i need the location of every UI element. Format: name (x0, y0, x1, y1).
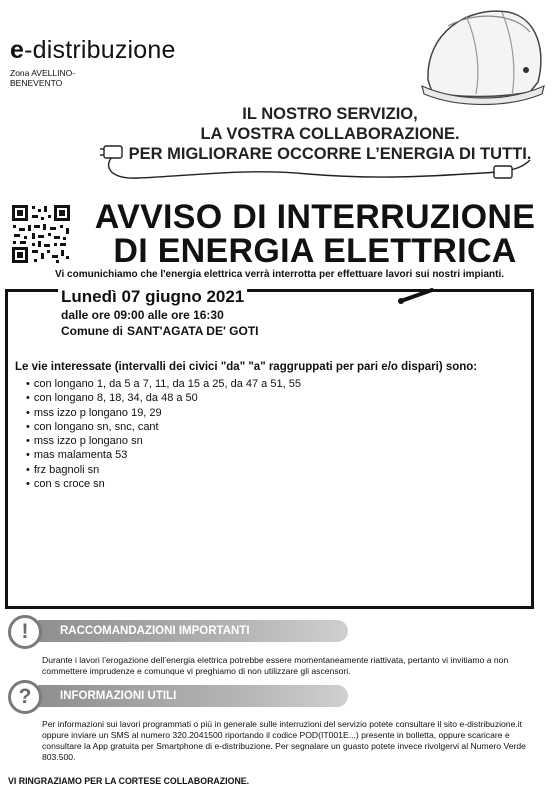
switch-lever-icon (398, 285, 438, 305)
logo: e-distribuzione (10, 36, 176, 64)
interruption-hours: dalle ore 09:00 alle ore 16:30 (61, 308, 224, 322)
notice-title (80, 200, 550, 268)
comune-label: Comune di (61, 324, 123, 338)
list-item: • frz bagnoli sn (26, 463, 301, 477)
streets-list (26, 377, 301, 491)
list-item: • con longano 1, da 5 a 7, 11, da 15 a 25, da 47 a 51, 55 (26, 377, 301, 391)
comune-line (61, 324, 258, 338)
comune-name: SANT'AGATA DE' GOTI (127, 324, 259, 338)
exclamation-icon: ! (8, 615, 42, 649)
zona-label: Zona AVELLINO-BENEVENTO (10, 68, 76, 88)
list-item: • mss izzo p longano 19, 29 (26, 406, 301, 420)
cable-plug-icon (98, 130, 538, 190)
list-item: • mss izzo p longano sn (26, 434, 301, 448)
thanks-footer: VI RINGRAZIAMO PER LA CORTESE COLLABORAZIONE. (8, 776, 250, 786)
list-item: • con longano 8, 18, 34, da 48 a 50 (26, 391, 301, 405)
qr-code (10, 203, 72, 265)
slogan-line-1: IL NOSTRO SERVIZIO, (242, 105, 418, 123)
title-line-2: DI ENERGIA ELETTRICA (113, 232, 517, 270)
question-icon: ? (8, 680, 42, 714)
interruption-date: Lunedì 07 giugno 2021 (58, 287, 247, 307)
list-item: • con longano sn, snc, cant (26, 420, 301, 434)
notice-subtitle: Vi comunichiamo che l'energia elettrica verrà interrotta per effettuare lavori sui nostri impianti. (55, 269, 504, 280)
slogan-line-3: PER MIGLIORARE OCCORRE L’ENERGIA DI TUTTI. (128, 145, 532, 163)
info-text: Per informazioni sui lavori programmati o più in generale sulle interruzioni del servizio potete consultare il sito e-distribuzione.it oppure inviare un SMS al numero 320.2041500 riportando il codice POD(IT001E...) presente in bolletta, oppure scaricare e consultare la App gratuita per Smartphone di e-distribuzione. Per segnalare un guasto potete invece rivolgervi al Numero Verde 803.500. (42, 719, 526, 762)
helmet-illustration (418, 2, 548, 112)
recommendations-banner: RACCOMANDAZIONI IMPORTANTI (38, 620, 348, 642)
slogan-line-2: LA VOSTRA COLLABORAZIONE. (200, 125, 460, 143)
list-item: • con s croce sn (26, 477, 301, 491)
recommendations-text: Durante i lavori l’erogazione dell’energia elettrica potrebbe essere momentaneamente riattivata, pertanto vi invitiamo a non commettere imprudenze e comunque vi preghiamo di non utilizzare gli ascensori. (42, 655, 509, 676)
streets-title: Le vie interessate (intervalli dei civici "da" "a" raggruppati per pari e/o dispari) sono: (15, 361, 478, 373)
list-item: • mas malamenta 53 (26, 448, 301, 462)
info-banner: INFORMAZIONI UTILI (38, 685, 348, 707)
title-line-1: AVVISO DI INTERRUZIONE (94, 198, 536, 236)
